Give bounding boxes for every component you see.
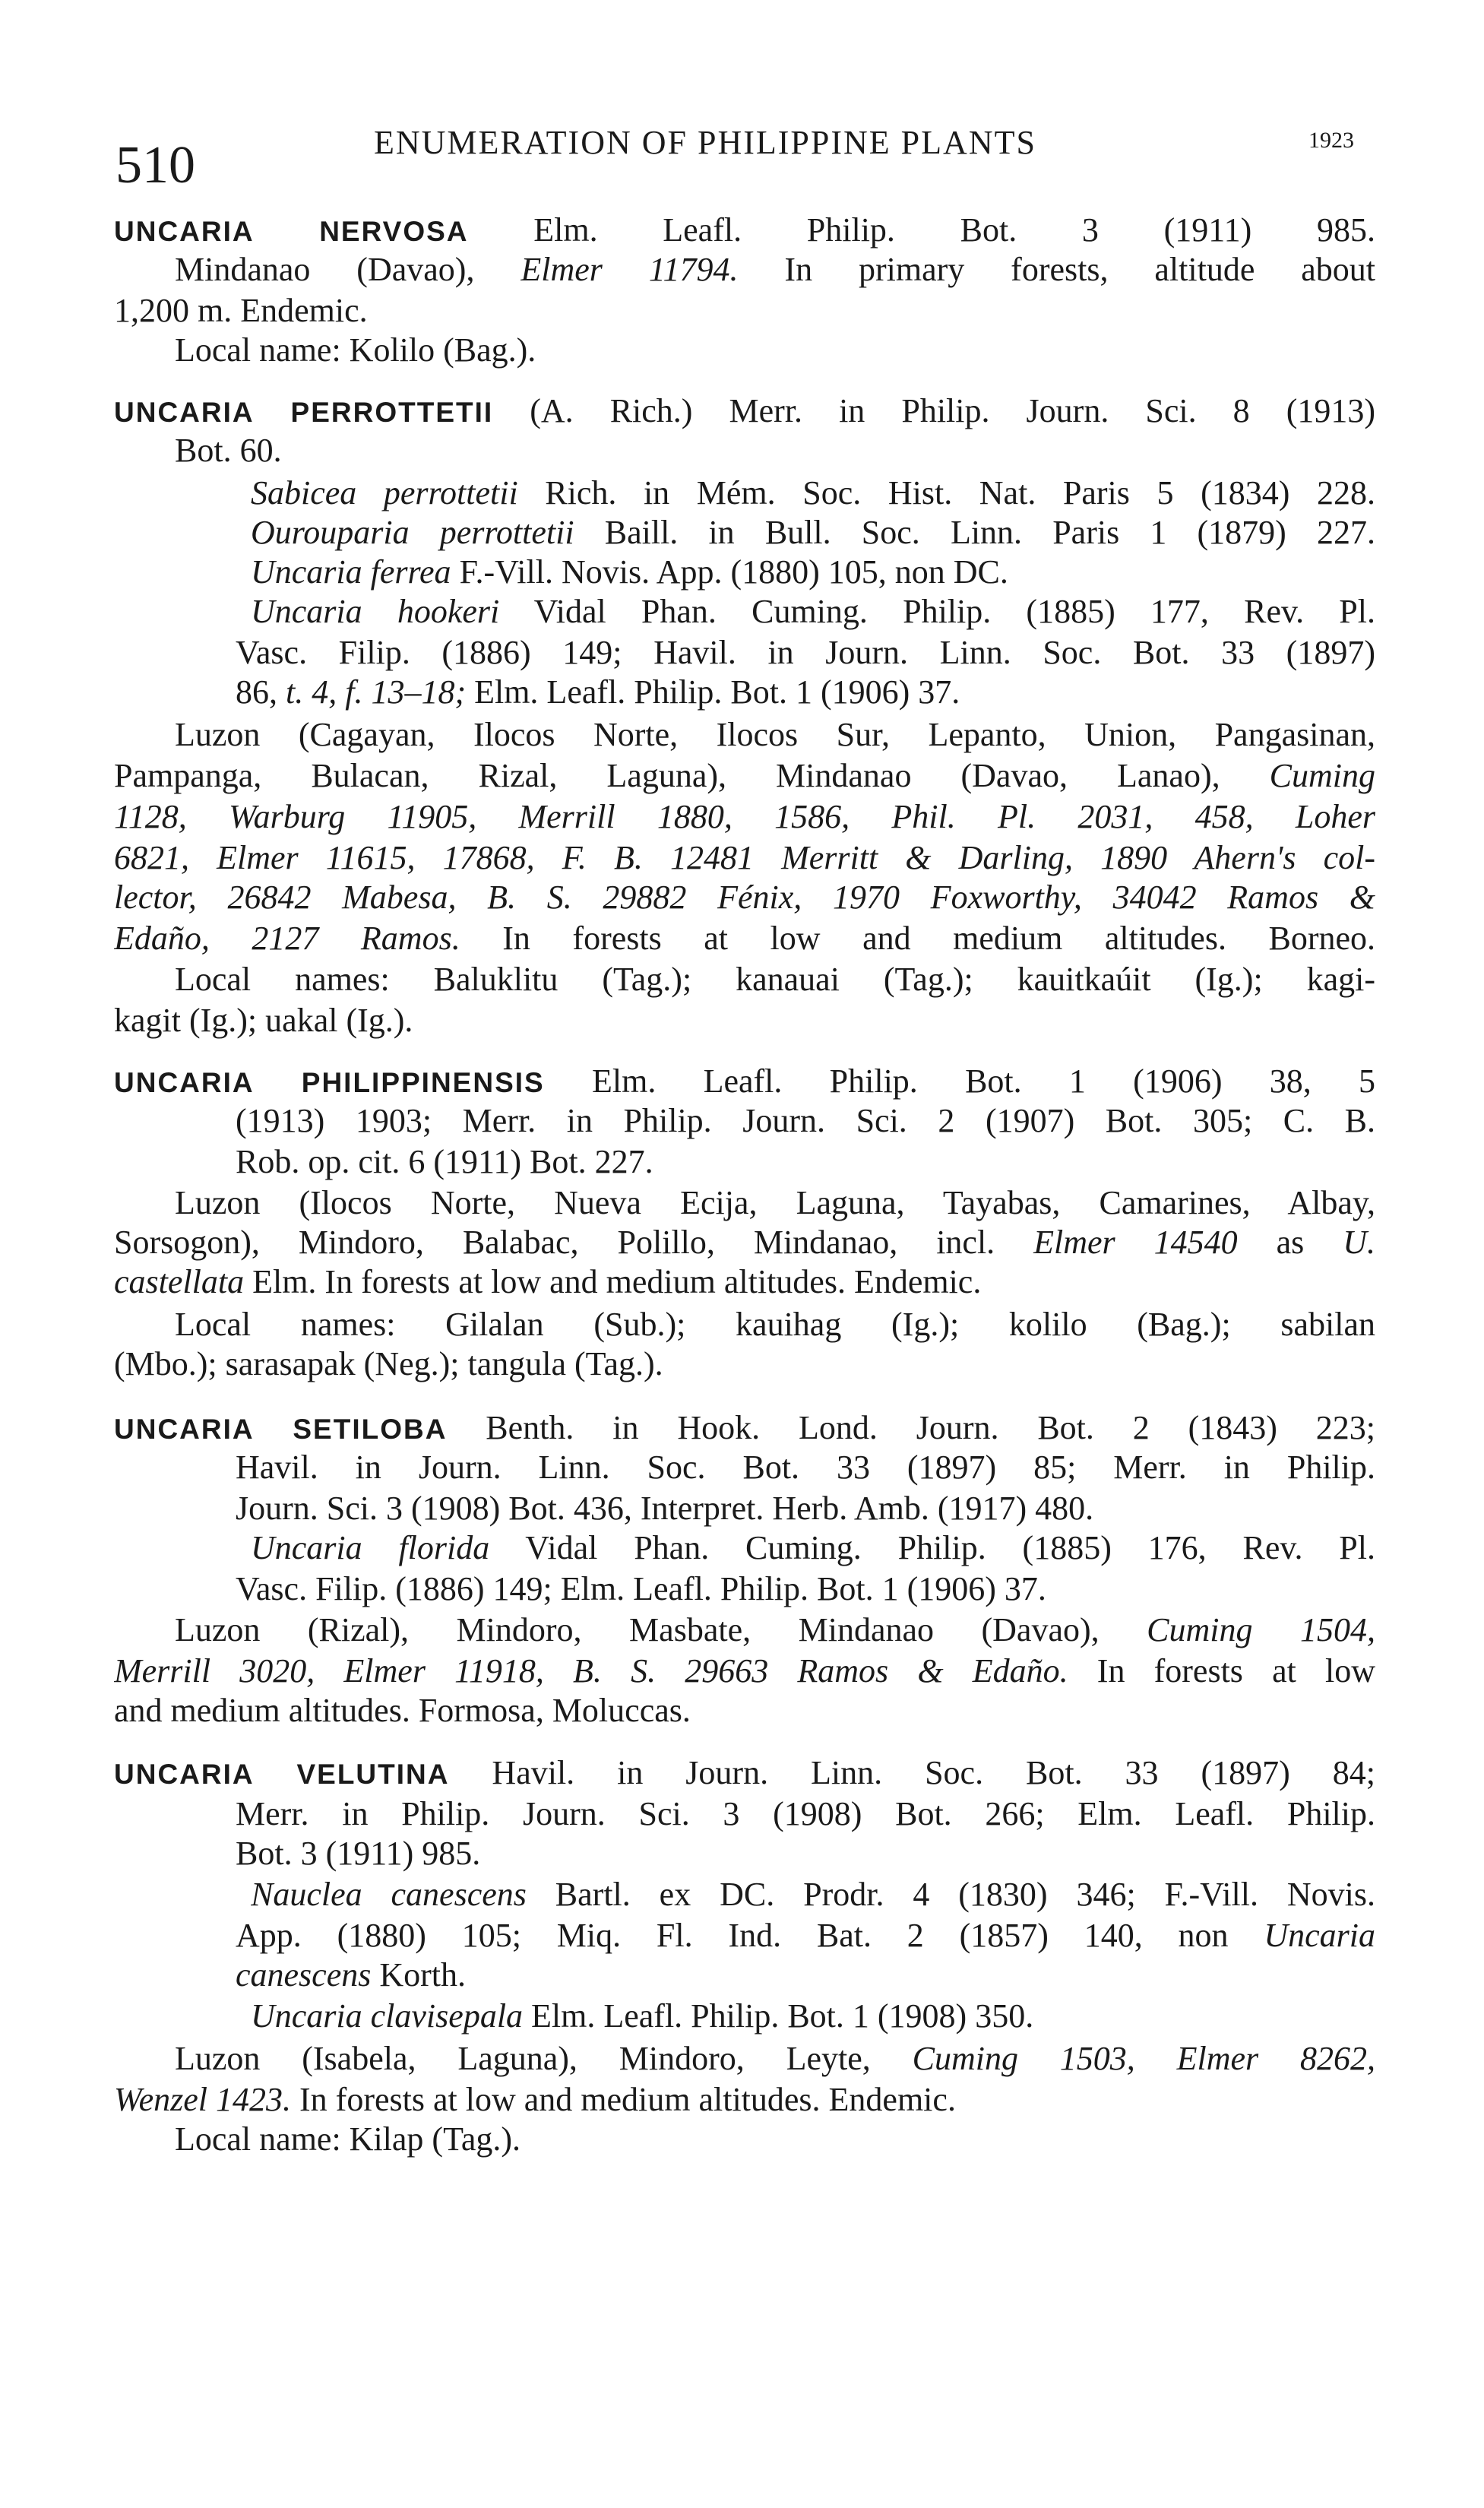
italic-text: Elmer 11794.: [521, 251, 739, 288]
text-segment: Journ. Sci. 3 (1908) Bot. 436, Interpret. Herb. Amb. (1917) 480.: [236, 1490, 1094, 1527]
text-line: [236, 1917, 1375, 1955]
text-line: [114, 1224, 1375, 1262]
italic-text: Edaño, 2127 Ramos.: [114, 920, 460, 957]
text-line: [114, 757, 1375, 795]
italic-text: Ourouparia perrottetii: [251, 514, 574, 551]
text-line: [251, 553, 1375, 591]
text-line: [114, 1062, 1375, 1102]
text-line: [251, 514, 1375, 552]
text-line: [236, 1449, 1375, 1487]
text-line: [175, 1184, 1375, 1222]
text-segment: Elm. Leafl. Philip. Bot. 1 (1906) 37.: [466, 673, 960, 711]
text-segment: (A. Rich.) Merr. in Philip. Journ. Sci. 8 (1913): [493, 392, 1375, 429]
text-segment: In forests at low and medium altitudes. Borneo.: [460, 920, 1375, 957]
italic-text: U.: [1343, 1224, 1375, 1261]
italic-text: Wenzel 1423.: [114, 2081, 292, 2118]
italic-text: 1128, Warburg 11905, Merrill 1880, 1586, Phil. Pl. 2031, 458, Loher: [114, 798, 1375, 835]
italic-text: Uncaria hookeri: [251, 593, 500, 630]
text-segment: Vidal Phan. Cuming. Philip. (1885) 176, Rev. Pl.: [489, 1529, 1375, 1566]
text-segment: Bartl. ex DC. Prodr. 4 (1830) 346; F.-Vill. Novis.: [526, 1876, 1375, 1913]
text-segment: In primary forests, altitude about: [738, 251, 1375, 288]
text-segment: (Mbo.); sarasapak (Neg.); tangula (Tag.).: [114, 1345, 663, 1382]
text-line: [175, 1306, 1375, 1344]
italic-text: Cuming 1503, Elmer 8262,: [912, 2040, 1375, 2077]
text-segment: Luzon (Ilocos Norte, Nueva Ecija, Laguna, Tayabas, Camarines, Albay,: [175, 1184, 1375, 1221]
text-segment: Pampanga, Bulacan, Rizal, Laguna), Mindanao (Davao, Lanao),: [114, 757, 1270, 794]
text-segment: Baill. in Bull. Soc. Linn. Paris 1 (1879) 227.: [574, 514, 1375, 551]
text-segment: F.-Vill. Novis. App. (1880) 105, non DC.: [451, 553, 1008, 591]
header-year: 1923: [1308, 128, 1354, 153]
text-line: [175, 961, 1375, 999]
text-line: [175, 2040, 1375, 2078]
italic-text: Cuming 1504,: [1147, 1611, 1375, 1648]
text-segment: Vasc. Filip. (1886) 149; Havil. in Journ. Linn. Soc. Bot. 33 (1897): [236, 634, 1375, 671]
text-segment: Korth.: [371, 1956, 467, 1993]
italic-text: Uncaria ferrea: [251, 553, 451, 591]
text-segment: Bot. 3 (1911) 985.: [236, 1835, 481, 1872]
text-line: [114, 1692, 1375, 1730]
italic-text: castellata: [114, 1263, 245, 1300]
text-segment: Sorsogon), Mindoro, Balabac, Polillo, Mindanao, incl.: [114, 1224, 1034, 1261]
text-line: [114, 211, 1375, 251]
text-segment: Luzon (Isabela, Laguna), Mindoro, Leyte,: [175, 2040, 913, 2077]
italic-text: Cuming: [1269, 757, 1375, 794]
text-line: [236, 673, 1375, 711]
text-line: [114, 2081, 1375, 2119]
text-line: [236, 1956, 1375, 1994]
text-line: [236, 1835, 1375, 1873]
text-line: [175, 1611, 1375, 1649]
text-segment: In forests at low and medium altitudes. Endemic.: [291, 2081, 956, 2118]
text-segment: Luzon (Rizal), Mindoro, Masbate, Mindanao (Davao),: [175, 1611, 1147, 1648]
text-segment: Rich. in Mém. Soc. Hist. Nat. Paris 5 (1834) 228.: [517, 474, 1375, 511]
text-line: [251, 1876, 1375, 1914]
text-line: [236, 1490, 1375, 1528]
text-segment: Havil. in Journ. Linn. Soc. Bot. 33 (1897) 85; Merr. in Philip.: [236, 1449, 1375, 1486]
species-name: UNCARIA NERVOSA: [114, 216, 469, 247]
italic-text: Sabicea perrottetii: [251, 474, 518, 511]
text-line: [236, 1795, 1375, 1833]
text-line: [114, 1345, 1375, 1383]
text-line: [114, 879, 1375, 917]
text-line: [114, 798, 1375, 836]
text-segment: and medium altitudes. Formosa, Moluccas.: [114, 1692, 691, 1729]
text-line: [251, 1997, 1375, 2035]
text-line: [236, 634, 1375, 672]
text-segment: Elm. Leafl. Philip. Bot. 1 (1906) 38, 5: [544, 1062, 1375, 1100]
text-segment: Bot. 60.: [175, 432, 282, 469]
text-segment: Elm. Leafl. Philip. Bot. 3 (1911) 985.: [468, 211, 1375, 249]
species-name: UNCARIA VELUTINA: [114, 1759, 450, 1790]
text-segment: Vidal Phan. Cuming. Philip. (1885) 177, Rev. Pl.: [499, 593, 1375, 630]
text-line: [236, 1570, 1375, 1608]
text-line: [114, 1002, 1375, 1040]
italic-text: Uncaria: [1264, 1917, 1375, 1954]
text-line: [114, 1652, 1375, 1690]
italic-text: Elmer 14540: [1033, 1224, 1238, 1261]
italic-text: Uncaria clavisepala: [251, 1997, 524, 2035]
text-line: [114, 1409, 1375, 1449]
text-line: [251, 1529, 1375, 1567]
text-line: [175, 432, 1375, 470]
text-line: [114, 1754, 1375, 1794]
text-segment: Elm. Leafl. Philip. Bot. 1 (1908) 350.: [523, 1997, 1034, 2035]
text-segment: 86,: [236, 673, 286, 711]
text-segment: Mindanao (Davao),: [175, 251, 521, 288]
text-segment: Local names: Baluklitu (Tag.); kanauai (Tag.); kauitkaúit (Ig.); kagi-: [175, 961, 1375, 998]
italic-text: Nauclea canescens: [251, 1876, 527, 1913]
text-segment: App. (1880) 105; Miq. Fl. Ind. Bat. 2 (1857) 140, non: [236, 1917, 1264, 1954]
text-segment: Vasc. Filip. (1886) 149; Elm. Leafl. Philip. Bot. 1 (1906) 37.: [236, 1570, 1046, 1607]
species-name: UNCARIA PHILIPPINENSIS: [114, 1067, 545, 1098]
italic-text: canescens: [236, 1956, 372, 1993]
text-line: [236, 1143, 1375, 1181]
italic-text: Uncaria florida: [251, 1529, 490, 1566]
running-title: ENUMERATION OF PHILIPPINE PLANTS: [374, 124, 1036, 161]
page-number: 510: [115, 136, 195, 195]
text-segment: (1913) 1903; Merr. in Philip. Journ. Sci. 2 (1907) Bot. 305; C. B.: [236, 1102, 1375, 1139]
text-line: [251, 474, 1375, 512]
species-name: UNCARIA PERROTTETII: [114, 397, 494, 428]
text-segment: Benth. in Hook. Lond. Journ. Bot. 2 (1843) 223;: [447, 1409, 1375, 1446]
text-segment: as: [1237, 1224, 1343, 1261]
text-line: [175, 716, 1375, 754]
text-segment: In forests at low: [1068, 1652, 1375, 1689]
text-line: [114, 920, 1375, 958]
text-segment: Local name: Kilap (Tag.).: [175, 2120, 521, 2158]
text-line: [175, 251, 1375, 289]
text-segment: Merr. in Philip. Journ. Sci. 3 (1908) Bot. 266; Elm. Leafl. Philip.: [236, 1795, 1375, 1832]
text-segment: kagit (Ig.); uakal (Ig.).: [114, 1002, 413, 1039]
text-line: [114, 292, 1375, 330]
text-segment: Local names: Gilalan (Sub.); kauihag (Ig.); kolilo (Bag.); sabilan: [175, 1306, 1375, 1343]
text-segment: 1,200 m. Endemic.: [114, 292, 368, 329]
text-line: [251, 593, 1375, 631]
text-segment: Rob. op. cit. 6 (1911) Bot. 227.: [236, 1143, 653, 1180]
text-segment: Havil. in Journ. Linn. Soc. Bot. 33 (1897) 84;: [449, 1754, 1375, 1791]
text-line: [175, 331, 1375, 369]
species-name: UNCARIA SETILOBA: [114, 1414, 448, 1445]
text-line: [175, 2120, 1375, 2158]
text-segment: Luzon (Cagayan, Ilocos Norte, Ilocos Sur, Lepanto, Union, Pangasinan,: [175, 716, 1375, 753]
italic-text: lector, 26842 Mabesa, B. S. 29882 Fénix, 1970 Foxworthy, 34042 Ramos &: [114, 879, 1375, 916]
italic-text: t. 4, f. 13–18;: [286, 673, 467, 711]
text-line: [114, 839, 1375, 877]
italic-text: Merrill 3020, Elmer 11918, B. S. 29663 Ramos & Edaño.: [114, 1652, 1068, 1689]
text-line: [114, 392, 1375, 432]
italic-text: 6821, Elmer 11615, 17868, F. B. 12481 Merritt & Darling, 1890 Ahern's col-: [114, 839, 1375, 876]
text-line: [114, 1263, 1375, 1301]
text-segment: Local name: Kolilo (Bag.).: [175, 331, 536, 369]
text-line: [236, 1102, 1375, 1140]
text-segment: Elm. In forests at low and medium altitudes. Endemic.: [244, 1263, 982, 1300]
